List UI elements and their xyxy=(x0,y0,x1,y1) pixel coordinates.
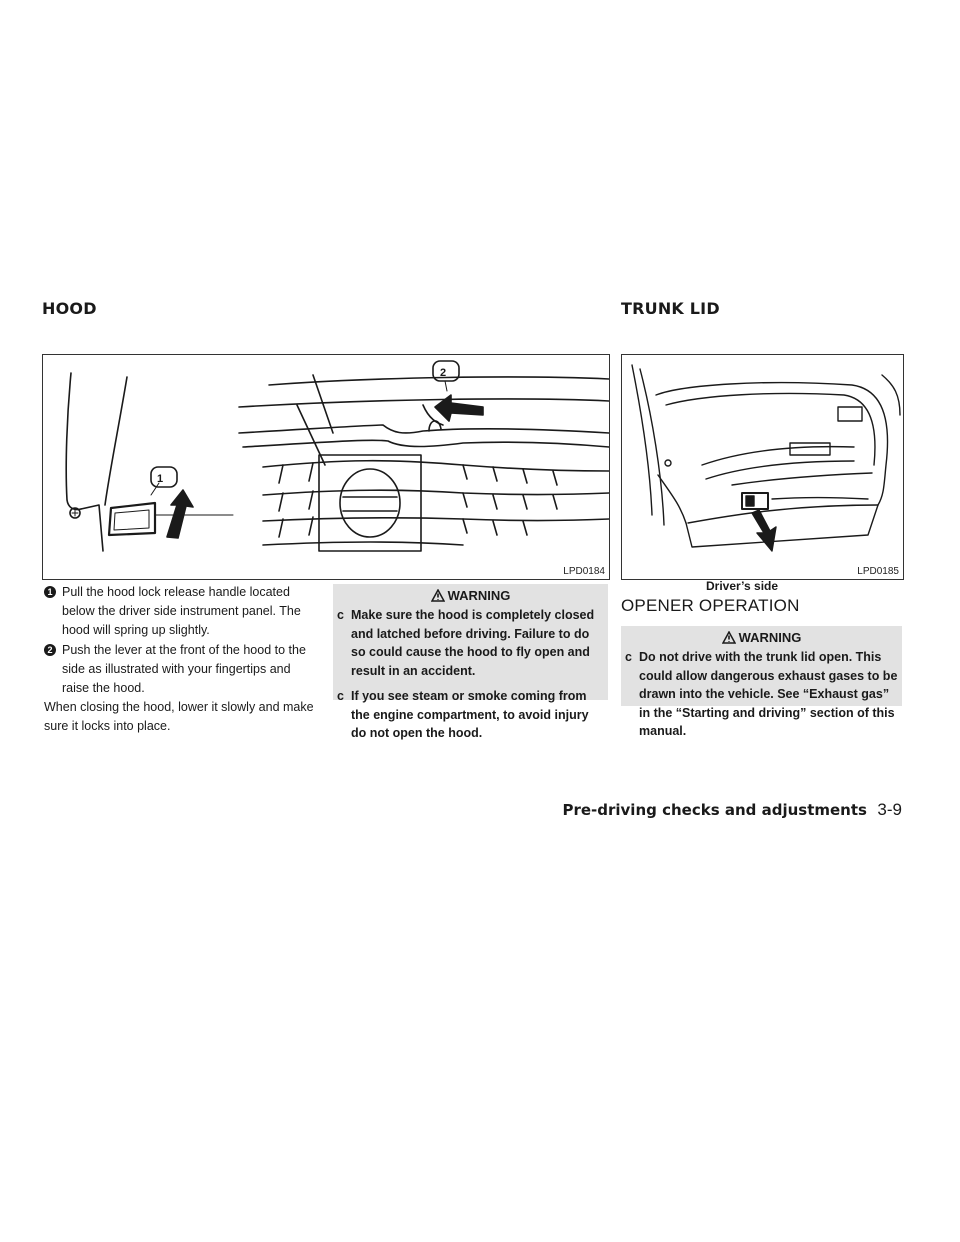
hood-warning-item-1-text: Make sure the hood is completely closed and latched before driving. Failure to do so could cause the hood to fly open and result in an accident. xyxy=(351,608,595,678)
hood-warning-box xyxy=(333,584,608,740)
hood-warning-item-2-text: If you see steam or smoke coming from the engine compartment, to avoid injury do not open the hood. xyxy=(351,689,589,740)
opener-operation-title: OPENER OPERATION xyxy=(621,596,800,615)
footer-section-title: Pre-driving checks and adjustments xyxy=(562,801,867,819)
hood-warning-header xyxy=(333,588,608,603)
hood-release-figure xyxy=(42,354,610,580)
hood-step-2-text: Push the lever at the front of the hood to the side as illustrated with your fingertips and raise the hood. xyxy=(62,643,306,695)
trunk-figure-code: LPD0185 xyxy=(857,566,899,577)
trunk-warning-item-1 xyxy=(621,648,902,741)
hood-warning-item-2 xyxy=(333,687,608,743)
trunk-opener-figure xyxy=(621,354,904,580)
bullet-marker: c xyxy=(337,689,344,703)
trunk-warning-item-1-text: Do not drive with the trunk lid open. This could allow dangerous exhaust gases to be drawn into the vehicle. See “Exhaust gas” in the “Starting and driving” section of this manual. xyxy=(639,650,898,738)
hood-heading: HOOD xyxy=(42,299,97,318)
trunk-lid-heading: TRUNK LID xyxy=(621,299,720,318)
bullet-marker: c xyxy=(337,608,344,622)
footer-page-number: 3-9 xyxy=(877,800,902,819)
hood-warning-item-1 xyxy=(333,606,608,680)
hood-illustration xyxy=(43,355,609,579)
warning-triangle-icon xyxy=(722,631,736,644)
trunk-warning-box xyxy=(621,626,902,738)
warning-triangle-icon xyxy=(431,589,445,602)
trunk-opener-illustration xyxy=(622,355,903,579)
trunk-figure-caption: Driver’s side xyxy=(706,579,779,593)
step-marker-2: 2 xyxy=(44,644,56,656)
page-footer xyxy=(562,800,902,820)
callout-2-label: 2 xyxy=(440,367,447,379)
step-marker-1: 1 xyxy=(44,586,56,598)
callout-1-label: 1 xyxy=(157,473,164,485)
hood-step-1-text: Pull the hood lock release handle located below the driver side instrument panel. The hood will spring up slightly. xyxy=(62,585,301,637)
bullet-marker: c xyxy=(625,650,632,664)
hood-closing-note: When closing the hood, lower it slowly and make sure it locks into place. xyxy=(44,700,314,733)
hood-figure-code: LPD0184 xyxy=(563,566,605,577)
trunk-warning-header xyxy=(621,630,902,645)
hood-step-1 xyxy=(44,583,320,640)
trunk-warning-title: WARNING xyxy=(738,630,802,645)
hood-step-2 xyxy=(44,641,320,698)
hood-warning-title: WARNING xyxy=(447,588,511,603)
